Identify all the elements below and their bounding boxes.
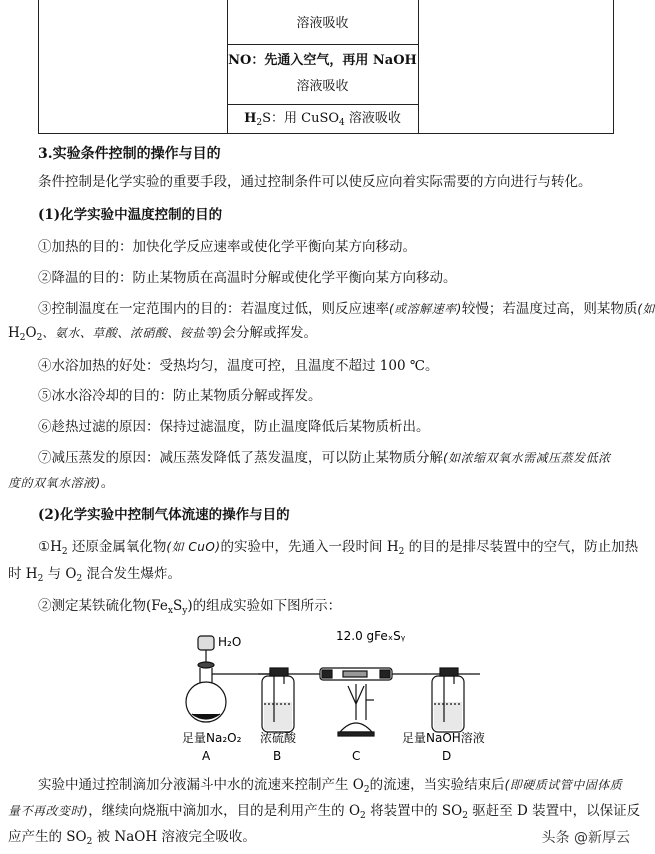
subsection-title: (2)化学实验中控制气体流速的操作与目的 bbox=[38, 507, 290, 523]
table-divider bbox=[418, 0, 419, 133]
table-cell: NO：先通入空气，再用 NaOH bbox=[228, 53, 417, 68]
list-item: ⑥趁热过滤的原因：保持过滤温度，防止温度降低后某物质析出。 bbox=[38, 419, 430, 435]
list-item: ②降温的目的：防止某物质在高温时分解或使化学平衡向某方向移动。 bbox=[38, 270, 457, 286]
watermark: 头条 @新厚云 bbox=[538, 827, 634, 847]
list-item: $①H_2$ 还原金属氧化物(如 CuO)的实验中，先通入一段时间 $H_2$ 的目的是排尽装置中的空气，防止加热 bbox=[38, 539, 639, 557]
absorption-table bbox=[38, 0, 614, 134]
table-cell: $H_2S$：用 CuSO$_4$ 溶液吸收 bbox=[244, 111, 401, 128]
conclusion-line: 实验中通过控制滴加分液漏斗中水的流速来控制产生 $O_2$的流速，当实验结束后(即硬质试管中固体质 bbox=[38, 777, 623, 795]
list-item: ③控制温度在一定范围内的目的：若温度过低，则反应速率(或溶解速率)较慢；若温度过高，则某物质(如 bbox=[38, 301, 655, 317]
section-title: 3.实验条件控制的操作与目的 bbox=[38, 146, 221, 162]
svg-text:A: A bbox=[202, 749, 211, 763]
list-item: ①加热的目的：加快化学反应速率或使化学平衡向某方向移动。 bbox=[38, 239, 416, 255]
conclusion-line: 量不再改变时)，继续向烧瓶中滴加水，目的是利用产生的 $O_2$ 将装置中的 $SO_2$ 驱赶至 D 装置中，以保证反 bbox=[8, 803, 641, 821]
combustion-tube-icon bbox=[320, 668, 392, 736]
list-item-continued: $H_2O_2$、氨水、草酸、浓硝酸、铵盐等)会分解或挥发。 bbox=[8, 325, 318, 343]
svg-text:12.0 gFeₓSᵧ: 12.0 gFeₓSᵧ bbox=[336, 629, 406, 643]
list-item: ②测定某铁硫化物$(Fe_xS_y)$的组成实验如下图所示： bbox=[38, 598, 342, 616]
list-item: ⑦减压蒸发的原因：减压蒸发降低了蒸发温度，可以防止某物质分解(如浓缩双氧水需减压蒸发低浓 bbox=[38, 450, 611, 466]
table-cell: 溶液吸收 bbox=[296, 16, 349, 31]
intro-paragraph: 条件控制是化学实验的重要手段，通过控制条件可以使反应向着实际需要的方向进行与转化。 bbox=[38, 174, 592, 190]
apparatus-diagram bbox=[180, 624, 490, 764]
bottle-b-icon bbox=[258, 668, 320, 732]
table-row-line bbox=[227, 104, 418, 105]
list-item: ⑤冰水浴冷却的目的：防止某物质分解或挥发。 bbox=[38, 388, 322, 404]
list-item-continued: 时 $H_2$ 与 $O_2$ 混合发生爆炸。 bbox=[8, 566, 181, 584]
list-item-continued: 度的双氧水溶液)。 bbox=[8, 475, 115, 491]
list-item: ④水浴加热的好处：受热均匀，温度可控，且温度不超过 100 ℃。 bbox=[38, 358, 439, 374]
svg-text:H₂O: H₂O bbox=[218, 635, 242, 649]
conclusion-line: 应产生的 $SO_2$ 被 NaOH 溶液完全吸收。 bbox=[8, 829, 256, 847]
table-cell: 溶液吸收 bbox=[296, 79, 349, 94]
svg-text:B: B bbox=[273, 749, 282, 763]
svg-text:浓硫酸: 浓硫酸 bbox=[260, 731, 297, 745]
svg-text:C: C bbox=[352, 749, 361, 763]
svg-text:D: D bbox=[442, 749, 452, 763]
svg-text:足量Na₂O₂: 足量Na₂O₂ bbox=[182, 731, 242, 745]
svg-text:足量NaOH溶液: 足量NaOH溶液 bbox=[402, 731, 485, 745]
table-row-line bbox=[227, 44, 418, 45]
subsection-title: (1)化学实验中温度控制的目的 bbox=[38, 207, 223, 223]
bottle-d-icon bbox=[392, 668, 480, 732]
